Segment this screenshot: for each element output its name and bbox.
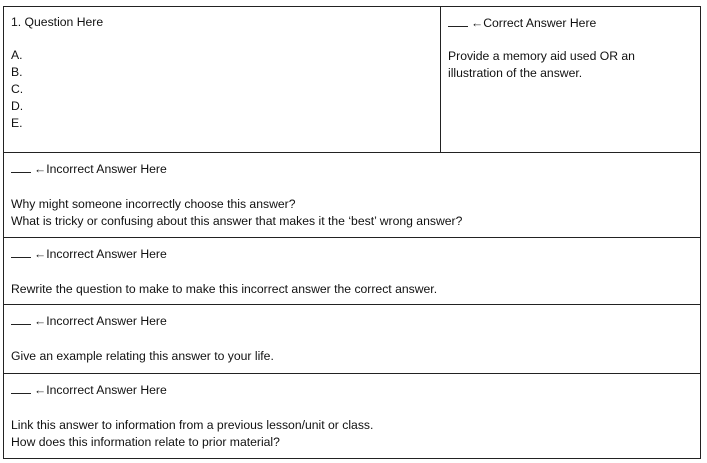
incorrect-row-1 [4,153,700,238]
incorrect-row-3 [4,305,700,374]
answer-blank[interactable] [11,381,31,394]
answer-blank[interactable] [11,245,31,258]
option-e: E. [11,116,23,130]
incorrect-label-4: ←Incorrect Answer Here [34,383,167,397]
incorrect-row-4 [4,374,700,460]
question-worksheet-table [3,6,701,459]
incorrect-cell-2 [4,238,700,304]
incorrect-label-2: ←Incorrect Answer Here [34,247,167,261]
correct-answer-label: ←Correct Answer Here [471,16,597,30]
answer-blank[interactable] [11,312,31,325]
incorrect-label-line-2 [11,245,693,263]
incorrect-cell-1 [4,153,700,237]
answer-blank[interactable] [448,14,468,27]
incorrect-label-line-4 [11,381,693,399]
option-d: D. [11,99,24,113]
question-cell [4,7,441,152]
incorrect-label-line-3 [11,312,693,330]
incorrect-label-3: ←Incorrect Answer Here [34,314,167,328]
question-title: 1. Question Here [11,15,104,29]
incorrect-label-1: ←Incorrect Answer Here [34,162,167,176]
incorrect-4-prompt-1: Link this answer to information from a previous lesson/unit or class. [11,418,374,432]
memory-aid-prompt-2: illustration of the answer. [448,66,583,80]
incorrect-row-2 [4,238,700,305]
option-c: C. [11,82,24,96]
correct-answer-label-line [448,14,693,32]
incorrect-4-prompt-2: How does this information relate to prior material? [11,435,280,449]
option-b: B. [11,65,23,79]
incorrect-1-prompt-1: Why might someone incorrectly choose this answer? [11,197,296,211]
incorrect-3-prompt-1: Give an example relating this answer to your life. [11,349,274,363]
correct-answer-cell [441,7,700,152]
incorrect-cell-4 [4,374,700,460]
incorrect-label-line-1 [11,160,693,178]
option-a: A. [11,48,23,62]
question-row [4,7,700,153]
incorrect-2-prompt-1: Rewrite the question to make to make this incorrect answer the correct answer. [11,282,438,296]
answer-blank[interactable] [11,160,31,173]
incorrect-1-prompt-2: What is tricky or confusing about this answer that makes it the ‘best’ wrong answer? [11,214,463,228]
incorrect-cell-3 [4,305,700,373]
memory-aid-prompt-1: Provide a memory aid used OR an [448,49,635,63]
